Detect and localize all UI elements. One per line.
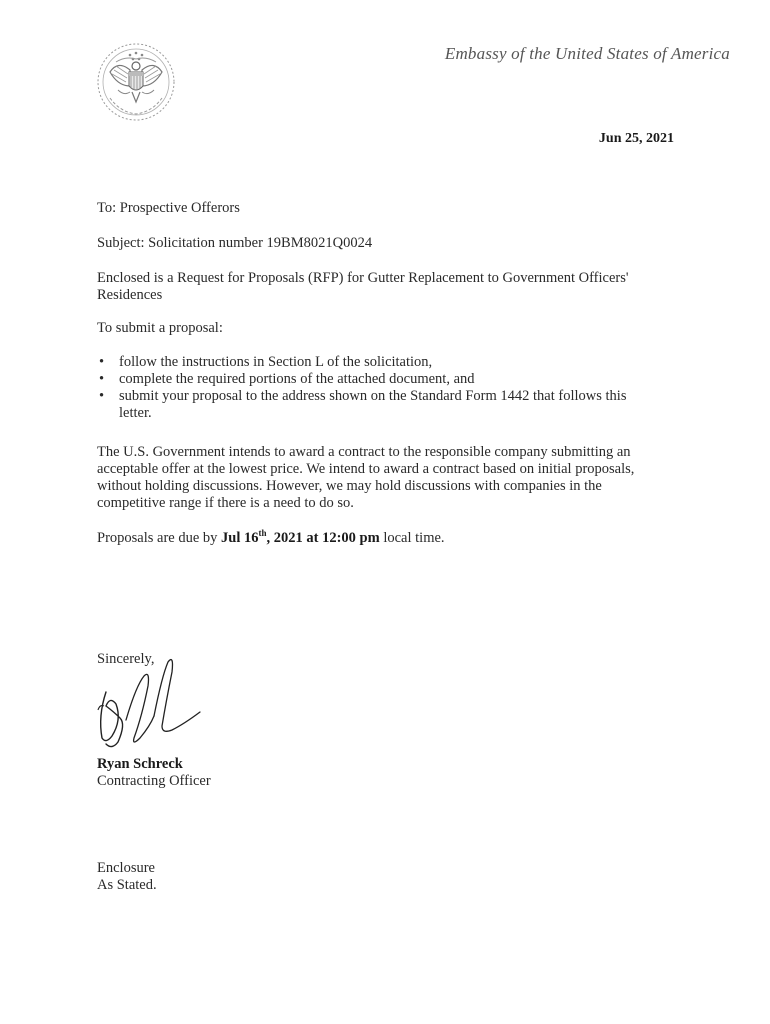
handwritten-signature: [92, 646, 212, 756]
submit-intro: To submit a proposal:: [97, 320, 223, 336]
list-item: [97, 354, 647, 371]
signer-title: Contracting Officer: [97, 773, 211, 789]
closing: Sincerely,: [97, 651, 155, 667]
due-date-rest: , 2021 at 12:00 pm: [266, 530, 380, 546]
list-item-text: submit your proposal to the address shown on the Standard Form 1442 that follows this letter.: [119, 388, 627, 421]
list-item: [97, 371, 647, 388]
signer-name: Ryan Schreck: [97, 756, 183, 772]
due-suffix: local time.: [379, 530, 445, 546]
due-date: [221, 530, 380, 546]
us-great-seal-icon: [96, 42, 176, 122]
award-paragraph: The U.S. Government intends to award a contract to the responsible company submitting an acceptable offer at the lowest price. We intend to award a contract based on initial proposals, without holding discussions. However, we may hold discussions with companies in the competitive range if there is a need to do so.: [97, 444, 635, 511]
enclosure-note: As Stated.: [97, 877, 157, 893]
subject-line: Subject: Solicitation number 19BM8021Q0024: [97, 235, 373, 251]
due-date-ordinal: th: [258, 528, 267, 539]
bullet-icon: •: [99, 388, 105, 404]
letter-date: Jun 25, 2021: [598, 131, 674, 146]
bullet-icon: •: [99, 354, 105, 370]
due-date-main: Jul 16: [221, 530, 259, 546]
due-paragraph: [97, 530, 657, 547]
embassy-heading: Embassy of the United States of America: [444, 44, 730, 63]
bullet-icon: •: [99, 371, 105, 387]
recipient-line: To: Prospective Offerors: [97, 200, 240, 216]
list-item-text: complete the required portions of the attached document, and: [119, 371, 475, 387]
instructions-list: [97, 354, 647, 422]
enclosure-label: Enclosure: [97, 860, 155, 876]
list-item-text: follow the instructions in Section L of the solicitation,: [119, 354, 433, 370]
enclosed-paragraph: Enclosed is a Request for Proposals (RFP) for Gutter Replacement to Government Officers' Residences: [97, 270, 629, 303]
due-prefix: Proposals are due by: [97, 530, 222, 546]
list-item: [97, 388, 647, 422]
